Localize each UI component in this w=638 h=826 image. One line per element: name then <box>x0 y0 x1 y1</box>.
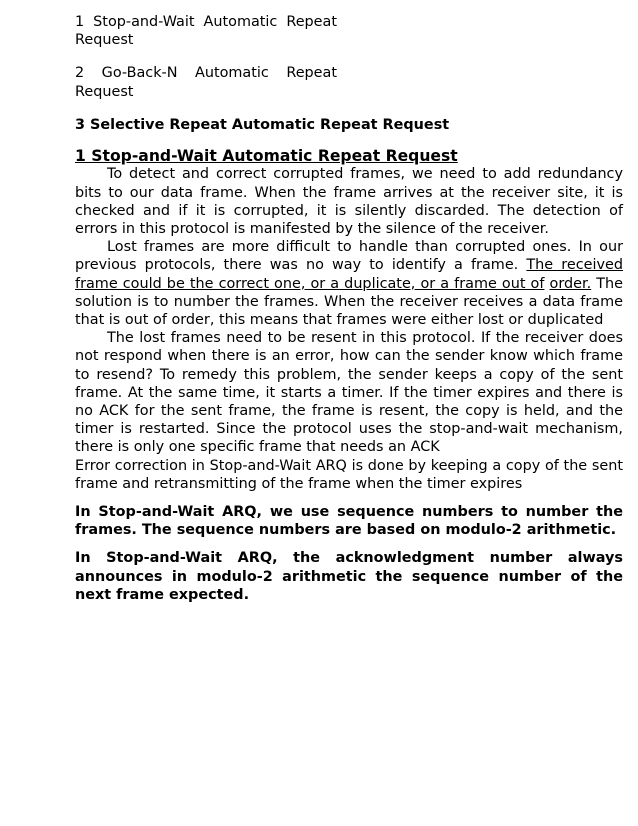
document-page <box>75 13 623 604</box>
underlined-text-order: order. <box>549 275 592 292</box>
paragraph-resend-frames: The lost frames need to be resent in this protocol. If the receiver does not respond when there is an error, how can the sender know which frame to resend? To remedy this problem, the sender keeps a copy of the sent frame. At the same time, it starts a timer. If the timer expires and there is no ACK for the sent frame, the frame is resent, the copy is held, and the timer is restarted. Since the protocol uses the stop-and-wait mechanism, there is only one specific frame that needs an ACK <box>75 330 623 456</box>
toc-item-go-back-n: 2 Go-Back-N Automatic Repeat Request <box>75 65 337 100</box>
toc-item-stop-and-wait: 1 Stop-and-Wait Automatic Repeat Request <box>75 14 337 49</box>
toc-item-selective-repeat: 3 Selective Repeat Automatic Repeat Request <box>75 116 450 133</box>
paragraph-lost-frames <box>75 238 623 329</box>
paragraph-lost-frames-start: Lost frames are more difficult to handle than corrupted ones. In our previous protocols, there was no way to identify a frame. <box>75 239 623 274</box>
underlined-text-received-frame: The received frame could be the correct one, or a duplicate, or a frame out of <box>75 257 623 292</box>
paragraph-error-correction: Error correction in Stop-and-Wait ARQ is done by keeping a copy of the sent frame and retransmitting of the frame when the timer expires <box>75 457 623 492</box>
paragraph-corrupted-frames: To detect and correct corrupted frames, we need to add redundancy bits to our data frame. When the frame arrives at the receiver site, it is checked and if it is corrupted, it is silently discarded. The detection of errors in this protocol is manifested by the silence of the receiver. <box>75 166 623 238</box>
section-heading: 1 Stop-and-Wait Automatic Repeat Request <box>75 147 458 166</box>
paragraph-lost-frames-end: The solution is to number the frames. When the receiver receives a data frame that is out of order, this means that frames were either lost or duplicated <box>75 275 624 329</box>
bold-note-acknowledgment-number: In Stop-and-Wait ARQ, the acknowledgment number always announces in modulo-2 arithmetic the sequence number of the next frame expected. <box>75 550 623 603</box>
bold-note-sequence-numbers: In Stop-and-Wait ARQ, we use sequence numbers to number the frames. The sequence numbers are based on modulo-2 arithmetic. <box>75 504 623 539</box>
